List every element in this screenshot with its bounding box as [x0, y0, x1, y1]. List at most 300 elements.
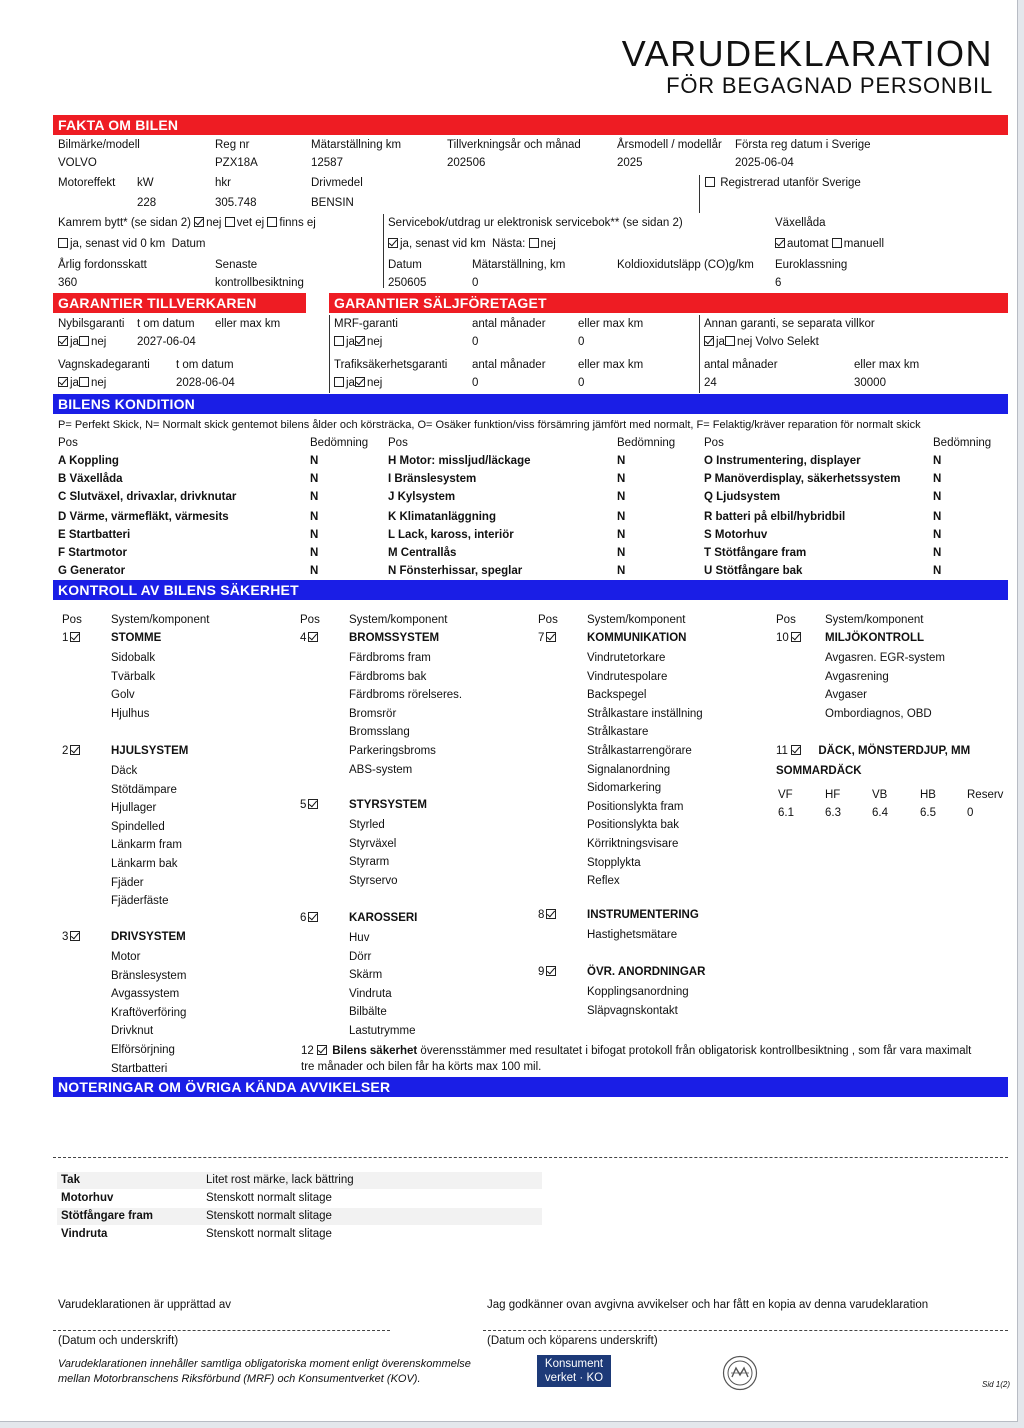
kondition-item: B Växellåda: [58, 473, 123, 485]
label-kw: kW: [137, 177, 154, 189]
kontroll-group-header: [300, 798, 320, 812]
kontroll-item: Kopplingsanordning: [587, 986, 689, 998]
kontroll-group-header: [300, 911, 320, 925]
value-arlig-skatt: 360: [58, 277, 78, 289]
kondition-grade: N: [933, 491, 942, 503]
value-trafik-manader: 0: [472, 377, 479, 389]
checkbox-manuell[interactable]: [832, 238, 842, 248]
label-vagnskadegaranti: Vagnskadegaranti: [58, 359, 150, 371]
kondition-grade: N: [617, 491, 626, 503]
label-koldioxid: Koldioxidutsläpp (CO)g/km: [617, 259, 754, 271]
kontroll-item: Körriktningsvisare: [587, 838, 679, 850]
kontroll-item: Hjulhus: [111, 707, 150, 720]
kontroll-group-header: [776, 631, 803, 645]
tires-value: 0: [967, 807, 974, 819]
value-hkr: 305.748: [215, 197, 257, 209]
label-antal-manader: antal månader: [704, 359, 778, 371]
kontroll-group-title: KOMMUNIKATION: [587, 632, 687, 644]
checkbox-kontroll-group[interactable]: [308, 912, 318, 922]
label-service-datum: Datum: [388, 259, 422, 271]
kontroll-item: Avgasrening: [825, 670, 889, 683]
checkbox-kontroll-group[interactable]: [70, 632, 80, 642]
checkbox-registrerad-utanfor[interactable]: [705, 176, 861, 190]
kondition-item: P Manöverdisplay, säkerhetssystem: [704, 473, 901, 485]
kontroll-header-system: System/komponent: [825, 614, 924, 626]
kontroll-item: Strålkastarrengörare: [587, 745, 692, 757]
divider: [699, 315, 700, 393]
tires-header: VB: [872, 789, 888, 801]
label-senaste: Senaste: [215, 259, 258, 271]
kontroll-item: Bilbälte: [349, 1006, 387, 1019]
safety-text-2: tre månader och bilen får ha körts max 100 mil.: [301, 1061, 542, 1073]
vagnskada-checkboxes: [58, 376, 106, 390]
checkbox-servicebok-nej[interactable]: [529, 238, 539, 248]
checkbox-kontroll-group[interactable]: [546, 909, 556, 919]
label-forsta-reg: Första reg datum i Sverige: [735, 139, 871, 151]
kondition-item: S Motorhuv: [704, 529, 768, 541]
kontroll-group-header: [62, 930, 82, 944]
label-manuell: manuell: [843, 238, 885, 250]
section-header-fakta: FAKTA OM BILEN: [53, 115, 1008, 135]
mrf-checkboxes: [334, 335, 382, 349]
safety-bold: Bilens säkerhet: [332, 1045, 418, 1057]
kontroll-item: Lastutrymme: [349, 1025, 416, 1037]
kondition-item: D Värme, värmefläkt, värmesits: [58, 511, 229, 523]
kontroll-group-num: 10: [776, 632, 789, 644]
checkbox-kontroll-group[interactable]: [546, 632, 556, 642]
checkbox-nybil-nej[interactable]: [79, 336, 89, 346]
checkbox-icon: [705, 177, 715, 187]
label-arlig-skatt: Årlig fordonsskatt: [58, 259, 147, 271]
logo-line-2: verket · KO: [544, 1372, 604, 1384]
kondition-grade: N: [310, 565, 319, 577]
label-ja: ja: [346, 336, 355, 348]
kondition-item: U Stötfångare bak: [704, 565, 803, 577]
tires-header: HF: [825, 789, 841, 801]
tires-header: VF: [778, 789, 793, 801]
kontroll-item: Tvärbalk: [111, 670, 156, 683]
kondition-item: L Lack, kaross, interiör: [388, 529, 514, 541]
kondition-grade: N: [933, 511, 942, 523]
kondition-item: R batteri på elbil/hybridbil: [704, 511, 846, 523]
kontroll-item: Kraftöverföring: [111, 1006, 187, 1019]
label-bilmarke: Bilmärke/modell: [58, 139, 140, 151]
tires-header: Reserv: [967, 789, 1004, 801]
kontroll-item: Färdbroms fram: [349, 652, 431, 664]
kontroll-group-title: STYRSYSTEM: [349, 799, 427, 811]
kontroll-group-title: DRIVSYSTEM: [111, 931, 186, 943]
label-kontrollbesiktning: kontrollbesiktning: [215, 277, 304, 289]
label-nybilsgaranti: Nybilsgaranti: [58, 318, 125, 330]
label-registrerad-utanfor: Registrerad utanför Sverige: [720, 177, 861, 189]
document-subtitle: FÖR BEGAGNAD PERSONBIL: [666, 73, 993, 98]
kondition-header-bedomning: Bedömning: [310, 437, 369, 449]
value-drivmedel: BENSIN: [311, 197, 354, 209]
kontroll-item: Fjäderfäste: [111, 895, 169, 908]
checkbox-mrf-ja[interactable]: [334, 336, 344, 346]
kondition-item: T Stötfångare fram: [704, 547, 807, 559]
label-eller-max-km: eller max km: [215, 318, 281, 330]
label-euroklass: Euroklassning: [775, 259, 848, 271]
value-nybil-datum: 2027-06-04: [137, 336, 196, 348]
kontroll-item: Färdbroms rörelseres.: [349, 689, 463, 702]
label-hkr: hkr: [215, 177, 231, 189]
label-eller-max-km: eller max km: [854, 359, 920, 371]
footer-godkanner: Jag godkänner ovan avgivna avvikelser och har fått en kopia av denna varudeklaration: [487, 1299, 929, 1311]
kondition-header-bedomning: Bedömning: [617, 437, 676, 449]
kontroll-item: Avgasren. EGR-system: [825, 652, 945, 664]
label-service-matar: Mätarställning, km: [472, 259, 566, 271]
kontroll-group-num: 2: [62, 745, 69, 757]
kontroll-group-num: 9: [538, 966, 545, 978]
label-vet-ej: vet ej: [236, 217, 265, 229]
label-antal-manader: antal månader: [472, 318, 546, 330]
kontroll-item: Huv: [349, 932, 370, 944]
kontroll-item: Styrled: [349, 819, 385, 831]
note-text: Stenskott normalt slitage: [206, 1210, 332, 1222]
kontroll-header-system: System/komponent: [349, 614, 448, 626]
kontroll-group-num: 3: [62, 931, 69, 943]
checkbox-kontroll-group[interactable]: [70, 931, 80, 941]
checkbox-trafik-ja[interactable]: [334, 377, 344, 387]
label-automat: automat: [787, 238, 829, 250]
label-tom-datum: t om datum: [176, 359, 234, 371]
checkbox-mrf-nej[interactable]: [355, 336, 365, 346]
label-annan-garanti: Annan garanti, se separata villkor: [704, 318, 875, 330]
safety-text-1: överensstämmer med resultatet i bifogat protokoll från obligatorisk kontrollbesiktning , som får vara maximalt: [420, 1045, 972, 1057]
kontroll-item: Skärm: [349, 969, 383, 982]
value-vagnskada-datum: 2028-06-04: [176, 377, 235, 389]
kontroll-item: Bromsrör: [349, 707, 397, 720]
label-ja: ja: [70, 377, 79, 389]
kontroll-group-num: 4: [300, 632, 307, 644]
label-kamrem: Kamrem bytt* (se sidan 2): [58, 217, 191, 229]
value-arsmodell: 2025: [617, 157, 643, 169]
label-arsmodell: Årsmodell / modellår: [617, 139, 722, 151]
kontroll-group-title: INSTRUMENTERING: [587, 909, 699, 921]
kontroll-item: Parkeringsbroms: [349, 745, 436, 757]
checkbox-kamrem-finns-ej[interactable]: [267, 217, 277, 227]
kontroll-item: Vindruta: [349, 987, 392, 1000]
checkbox-kamrem-nej[interactable]: [194, 217, 204, 227]
kamrem-row: [58, 216, 316, 230]
tires-value: 6.3: [825, 807, 841, 819]
kontroll-item: Sidobalk: [111, 652, 156, 664]
kontroll-item: Styrarm: [349, 856, 390, 869]
tires-subtitle: SOMMARDÄCK: [776, 765, 862, 777]
note-part: Stötfångare fram: [61, 1210, 154, 1222]
kontroll-header-pos: Pos: [538, 614, 558, 626]
kontroll-item: Backspegel: [587, 689, 647, 702]
kontroll-item: Styrväxel: [349, 837, 397, 850]
label-vaxellada: Växellåda: [775, 217, 826, 229]
kontroll-item: Stopplykta: [587, 856, 641, 869]
kontroll-item: Avgassystem: [111, 988, 180, 1001]
kondition-grade: N: [310, 491, 319, 503]
kontroll-item: Avgaser: [825, 689, 867, 702]
signature-line-seller[interactable]: [53, 1330, 390, 1331]
kontroll-item: Hastighetsmätare: [587, 929, 678, 941]
kondition-item: H Motor: missljud/läckage: [388, 455, 531, 467]
kondition-header-bedomning: Bedömning: [933, 437, 992, 449]
label-nej: nej: [206, 217, 222, 229]
tires-group-header: [776, 744, 970, 758]
section-header-kontroll: KONTROLL AV BILENS SÄKERHET: [53, 580, 1008, 600]
kondition-item: K Klimatanläggning: [388, 511, 496, 523]
label-trafiksakerhetsgaranti: Trafiksäkerhetsgaranti: [334, 359, 448, 371]
checkbox-annan-ja[interactable]: [704, 336, 714, 346]
checkbox-kontroll-group[interactable]: [791, 632, 801, 642]
kontroll-item: Signalanordning: [587, 763, 671, 776]
note-part: Motorhuv: [61, 1192, 114, 1204]
footer-datum-underskrift: (Datum och underskrift): [58, 1335, 179, 1347]
label-finns-ej: finns ej: [279, 217, 316, 229]
label-nej: nej: [90, 336, 107, 348]
kontroll-group-header: [538, 631, 558, 645]
label-volvo-selekt: nej Volvo Selekt: [736, 336, 819, 348]
note-part: Tak: [61, 1174, 80, 1186]
checkbox-automat[interactable]: [775, 238, 785, 248]
kondition-item: F Startmotor: [58, 547, 127, 559]
kontroll-item: Bränslesystem: [111, 969, 187, 982]
kontroll-item: Däck: [111, 765, 138, 777]
kondition-grade: N: [933, 529, 942, 541]
label-ja: ja: [346, 377, 355, 389]
value-annan-km: 30000: [854, 377, 886, 389]
logo-line-1: Konsument: [544, 1358, 604, 1370]
servicebok-row: [388, 237, 556, 251]
checkbox-kontroll-group[interactable]: [308, 632, 318, 642]
kontroll-item: Färdbroms bak: [349, 670, 427, 683]
tires-value: 6.5: [920, 807, 936, 819]
value-mrf-manader: 0: [472, 336, 479, 348]
trafik-checkboxes: [334, 376, 382, 390]
label-nej: nej: [540, 238, 556, 250]
kondition-item: J Kylsystem: [388, 491, 456, 503]
safety-line-1: [301, 1044, 971, 1058]
kontroll-group-num: 8: [538, 909, 545, 921]
value-tillverkningsar: 202506: [447, 157, 486, 169]
kondition-grade: N: [617, 565, 626, 577]
label-tom-datum: t om datum: [137, 318, 195, 330]
tires-num: 11: [776, 745, 788, 757]
footer-datum-kopare: (Datum och köparens underskrift): [487, 1335, 658, 1347]
kondition-grade: N: [310, 529, 319, 541]
label-tillverkningsar: Tillverkningsår och månad: [447, 139, 581, 151]
kontroll-item: Positionslykta fram: [587, 800, 684, 813]
kondition-header-pos: Pos: [388, 437, 408, 449]
kontroll-item: Drivknut: [111, 1025, 154, 1038]
label-matarstallning: Mätarställning km: [311, 139, 402, 151]
kontroll-group-header: [538, 908, 558, 922]
label-ja-senast-km: ja, senast vid km: [400, 238, 486, 250]
label-eller-max-km: eller max km: [578, 359, 644, 371]
kontroll-group-title: ÖVR. ANORDNINGAR: [587, 966, 706, 978]
kontroll-group-title: KAROSSERI: [349, 912, 418, 924]
footer-disclaimer-1: Varudeklarationen innehåller samtliga obligatoriska moment enligt överenskommelse: [58, 1358, 471, 1370]
tires-value: 6.4: [872, 807, 888, 819]
checkbox-kontroll-group[interactable]: [70, 745, 80, 755]
tires-value: 6.1: [778, 807, 794, 819]
footer-disclaimer-2: mellan Motorbranschens Riksförbund (MRF) och Konsumentverket (KOV).: [58, 1373, 421, 1385]
kontroll-item: Strålkastare inställning: [587, 707, 703, 720]
section-header-garantier-saljforetaget: GARANTIER SÄLJFÖRETAGET: [329, 293, 1008, 313]
value-annan-manader: 24: [704, 377, 717, 389]
annan-checkboxes: [704, 335, 819, 349]
note-part: Vindruta: [61, 1228, 108, 1240]
value-kw: 228: [137, 197, 157, 209]
safety-num: 12: [301, 1045, 314, 1057]
label-regnr: Reg nr: [215, 139, 250, 151]
label-ja-senast-0km: ja, senast vid 0 km: [70, 238, 166, 250]
label-ja: ja: [70, 336, 79, 348]
tires-header: HB: [920, 789, 936, 801]
divider: [383, 214, 384, 288]
label-nasta: Nästa:: [492, 238, 526, 250]
kontroll-header-system: System/komponent: [587, 614, 686, 626]
checkbox-safety[interactable]: [317, 1045, 327, 1055]
note-text: Stenskott normalt slitage: [206, 1228, 332, 1240]
value-forsta-reg: 2025-06-04: [735, 157, 794, 169]
section-header-noteringar: NOTERINGAR OM ÖVRIGA KÄNDA AVVIKELSER: [53, 1077, 1008, 1097]
mrf-seal-icon: [722, 1355, 758, 1391]
kontroll-group-num: 5: [300, 799, 307, 811]
kondition-grade: N: [933, 565, 942, 577]
label-drivmedel: Drivmedel: [311, 177, 363, 189]
kontroll-item: Länkarm fram: [111, 839, 182, 852]
kontroll-group-header: [538, 965, 558, 979]
kontroll-group-num: 1: [62, 632, 69, 644]
checkbox-servicebok-ja[interactable]: [388, 238, 398, 248]
checkbox-trafik-nej[interactable]: [355, 377, 365, 387]
kontroll-item: Elförsörjning: [111, 1044, 175, 1056]
kondition-item: I Bränslesystem: [388, 473, 477, 485]
value-service-matar: 0: [472, 277, 479, 289]
label-eller-max-km: eller max km: [578, 318, 644, 330]
kontroll-header-pos: Pos: [776, 614, 796, 626]
kondition-grade: N: [933, 455, 942, 467]
checkbox-tires[interactable]: [791, 745, 801, 755]
checkbox-nybil-ja[interactable]: [58, 336, 68, 346]
kontroll-group-header: [300, 631, 320, 645]
label-nej: nej: [366, 336, 383, 348]
kondition-grade: N: [933, 473, 942, 485]
vaxellada-row: [775, 237, 884, 251]
kondition-grade: N: [933, 547, 942, 559]
divider: [53, 1157, 1008, 1158]
kondition-grade: N: [310, 473, 319, 485]
kondition-grade: N: [617, 511, 626, 523]
kontroll-group-title: BROMSSYSTEM: [349, 632, 440, 644]
kondition-grade: N: [310, 455, 319, 467]
kontroll-item: Dörr: [349, 950, 372, 963]
kontroll-item: Länkarm bak: [111, 858, 178, 870]
kondition-item: E Startbatteri: [58, 529, 131, 541]
kondition-item: O Instrumentering, displayer: [704, 455, 861, 467]
kondition-item: N Fönsterhissar, speglar: [388, 565, 523, 577]
kontroll-item: Stötdämpare: [111, 783, 177, 796]
kondition-grade: N: [617, 529, 626, 541]
label-ja: ja: [716, 336, 725, 348]
kontroll-item: Styrservo: [349, 874, 398, 887]
kontroll-item: Golv: [111, 689, 135, 702]
checkbox-annan-nej[interactable]: [725, 336, 735, 346]
label-servicebok: Servicebok/utdrag ur elektronisk servicebok** (se sidan 2): [388, 217, 683, 229]
checkbox-kamrem-ja[interactable]: [58, 238, 68, 248]
kondition-grade: N: [617, 473, 626, 485]
kamrem-ja-row: [58, 237, 206, 251]
note-text: Stenskott normalt slitage: [206, 1192, 332, 1204]
note-text: Litet rost märke, lack bättring: [206, 1174, 354, 1186]
signature-line-buyer[interactable]: [483, 1330, 1008, 1331]
value-service-datum: 250605: [388, 277, 427, 289]
kondition-grade: N: [617, 455, 626, 467]
kondition-grade: N: [310, 511, 319, 523]
section-header-garantier-tillverkaren: GARANTIER TILLVERKAREN: [53, 293, 306, 313]
kondition-header-pos: Pos: [704, 437, 724, 449]
kondition-legend: P= Perfekt Skick, N= Normalt skick gentemot bilens ålder och körsträcka, O= Osäker funktion/viss försämring jämfört med normalt, F= Felaktig/kräver reparation för normalt skick: [58, 419, 921, 431]
document-title: VARUDEKLARATION: [621, 33, 993, 74]
value-regnr: PZX18A: [215, 157, 258, 169]
kontroll-item: Strålkastare: [587, 726, 649, 739]
kontroll-item: Startbatteri: [111, 1062, 168, 1075]
page-number: Sid 1(2): [982, 1380, 1011, 1389]
kondition-item: A Koppling: [58, 455, 119, 467]
value-euroklass: 6: [775, 277, 782, 289]
label-datum: Datum: [171, 238, 206, 250]
kontroll-header-system: System/komponent: [111, 614, 210, 626]
value-matarstallning: 12587: [311, 157, 343, 169]
checkbox-kontroll-group[interactable]: [546, 966, 556, 976]
label-nej: nej: [366, 377, 383, 389]
kontroll-item: Hjullager: [111, 802, 157, 815]
kontroll-group-title: HJULSYSTEM: [111, 745, 189, 757]
checkbox-vagnskada-ja[interactable]: [58, 377, 68, 387]
label-motoreffekt: Motoreffekt: [58, 177, 116, 189]
nybil-checkboxes: [58, 335, 106, 349]
checkbox-vagnskada-nej[interactable]: [79, 377, 89, 387]
kontroll-group-title: MILJÖKONTROLL: [825, 632, 925, 644]
label-nej: nej: [90, 377, 107, 389]
divider: [699, 175, 700, 213]
kontroll-group-header: [62, 744, 82, 758]
kontroll-item: Släpvagnskontakt: [587, 1004, 678, 1017]
kontroll-item: Vindrutetorkare: [587, 652, 666, 664]
kontroll-item: Spindelled: [111, 820, 165, 833]
kontroll-group-num: 6: [300, 912, 307, 924]
divider: [329, 315, 330, 393]
kondition-grade: N: [617, 547, 626, 559]
label-antal-manader: antal månader: [472, 359, 546, 371]
kondition-item: M Centrallås: [388, 547, 457, 559]
kondition-item: G Generator: [58, 565, 126, 577]
label-mrf: MRF-garanti: [334, 318, 398, 330]
kontroll-item: Bromsslang: [349, 726, 410, 739]
kontroll-item: Sidomarkering: [587, 782, 662, 795]
kontroll-item: Fjäder: [111, 876, 144, 889]
section-header-kondition: BILENS KONDITION: [53, 394, 1008, 414]
kontroll-item: Positionslykta bak: [587, 819, 680, 832]
kontroll-group-header: [62, 631, 82, 645]
konsumentverket-logo: [537, 1355, 611, 1387]
checkbox-kontroll-group[interactable]: [308, 799, 318, 809]
kontroll-item: Reflex: [587, 875, 620, 888]
kontroll-group-num: 7: [538, 632, 545, 644]
checkbox-kamrem-vet-ej[interactable]: [225, 217, 235, 227]
kondition-item: Q Ljudsystem: [704, 491, 781, 503]
kondition-item: C Slutväxel, drivaxlar, drivknutar: [58, 491, 237, 503]
kondition-grade: N: [310, 547, 319, 559]
